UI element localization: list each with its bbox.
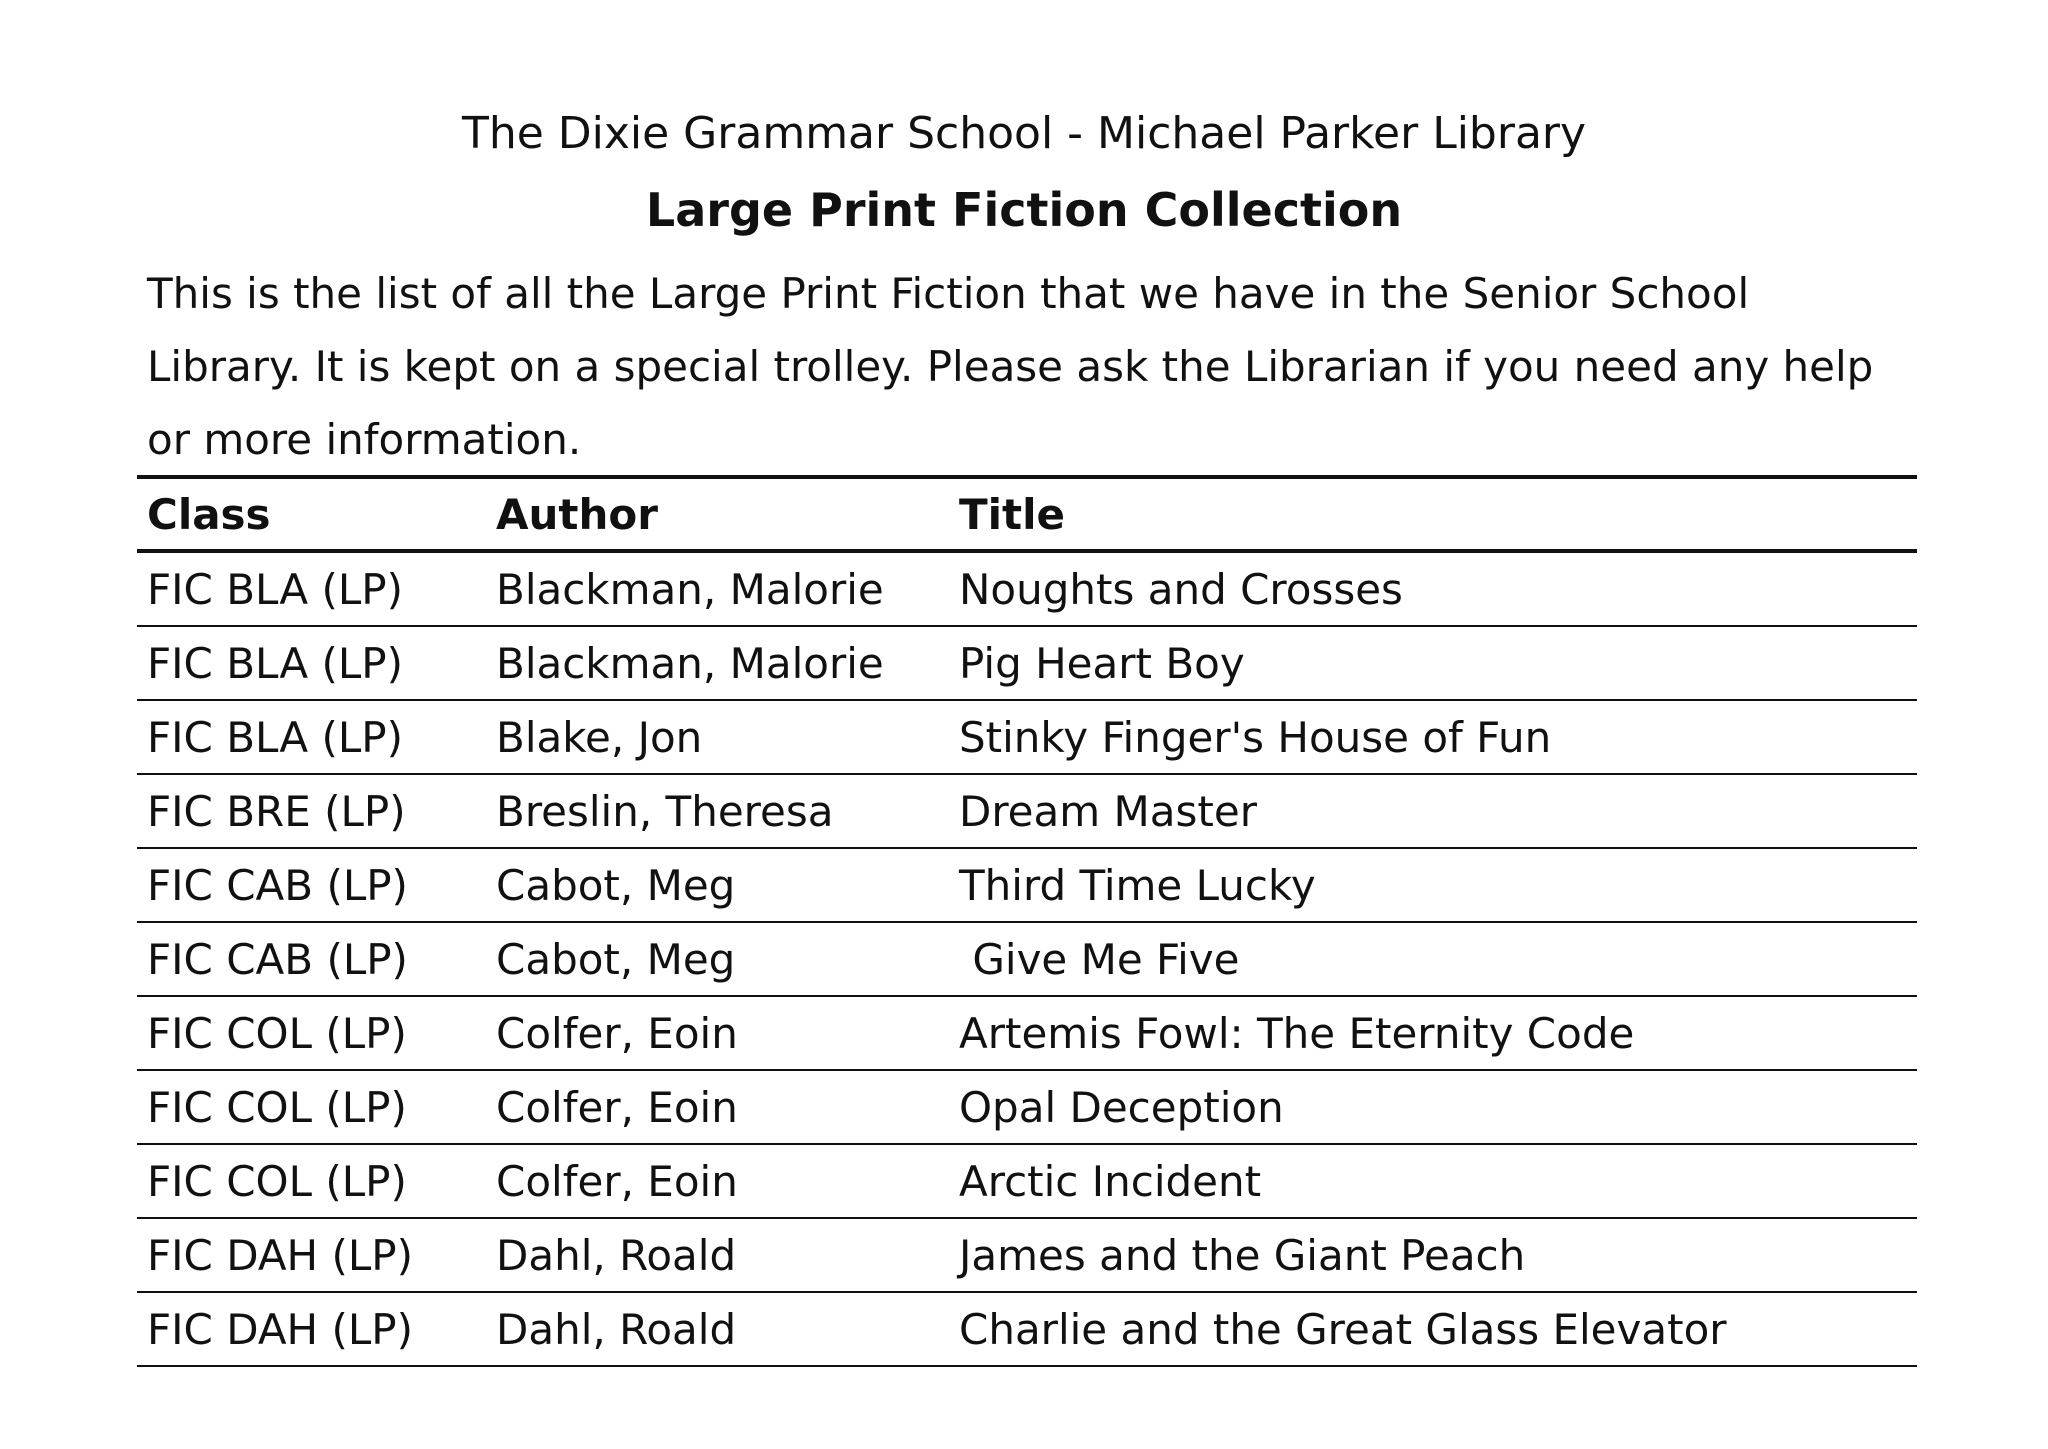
cell-author: Blackman, Malorie <box>496 564 884 614</box>
cell-author: Colfer, Eoin <box>496 1008 738 1058</box>
table-row <box>137 700 1917 774</box>
table-row <box>137 551 1917 626</box>
table-row <box>137 996 1917 1070</box>
school-name: The Dixie Grammar School - Michael Parker Library <box>461 108 1587 159</box>
cell-author: Colfer, Eoin <box>496 1082 738 1132</box>
table-row <box>137 1292 1917 1366</box>
cell-author: Cabot, Meg <box>496 934 736 984</box>
table-row <box>137 1144 1917 1218</box>
cell-author: Colfer, Eoin <box>496 1156 738 1206</box>
cell-class: FIC BRE (LP) <box>147 786 406 836</box>
cell-title: Noughts and Crosses <box>959 564 1403 614</box>
cell-author: Blackman, Malorie <box>496 638 884 688</box>
table-row <box>137 626 1917 700</box>
table-header-row <box>137 477 1917 551</box>
cell-title: Stinky Finger's House of Fun <box>959 712 1552 762</box>
cell-title: Dream Master <box>959 786 1257 836</box>
cell-class: FIC CAB (LP) <box>147 860 408 910</box>
table-row <box>137 1218 1917 1292</box>
cell-class: FIC BLA (LP) <box>147 638 403 688</box>
cell-title: Third Time Lucky <box>959 860 1316 910</box>
cell-title: James and the Giant Peach <box>959 1230 1526 1280</box>
column-header-author: Author <box>496 489 658 539</box>
cell-title: Opal Deception <box>959 1082 1284 1132</box>
cell-class: FIC COL (LP) <box>147 1156 407 1206</box>
cell-class: FIC DAH (LP) <box>147 1230 413 1280</box>
cell-class: FIC BLA (LP) <box>147 712 403 762</box>
cell-title: Arctic Incident <box>959 1156 1262 1206</box>
cell-author: Dahl, Roald <box>496 1304 737 1354</box>
cell-class: FIC BLA (LP) <box>147 564 403 614</box>
cell-class: FIC DAH (LP) <box>147 1304 413 1354</box>
large-print-table <box>137 475 1917 1367</box>
table-row <box>137 774 1917 848</box>
table-body <box>137 551 1917 1366</box>
column-header-class: Class <box>147 489 271 539</box>
cell-title: Pig Heart Boy <box>959 638 1245 688</box>
cell-class: FIC COL (LP) <box>147 1082 407 1132</box>
table-row <box>137 1070 1917 1144</box>
table-row <box>137 922 1917 996</box>
column-header-title: Title <box>959 489 1066 539</box>
cell-author: Dahl, Roald <box>496 1230 737 1280</box>
table-row <box>137 848 1917 922</box>
collection-title: Large Print Fiction Collection <box>645 183 1403 237</box>
cell-author: Blake, Jon <box>496 712 703 762</box>
cell-author: Breslin, Theresa <box>496 786 834 836</box>
cell-title: Charlie and the Great Glass Elevator <box>959 1304 1727 1354</box>
cell-author: Cabot, Meg <box>496 860 736 910</box>
cell-title: Artemis Fowl: The Eternity Code <box>959 1008 1635 1058</box>
cell-class: FIC CAB (LP) <box>147 934 408 984</box>
intro-paragraph: This is the list of all the Large Print Fiction that we have in the Senior School Library. It is kept on a special trolley. Please ask the Librarian if you need any help or more information. <box>147 269 1874 464</box>
table-header <box>137 477 1917 551</box>
cell-class: FIC COL (LP) <box>147 1008 407 1058</box>
cell-title: Give Me Five <box>959 934 1240 984</box>
